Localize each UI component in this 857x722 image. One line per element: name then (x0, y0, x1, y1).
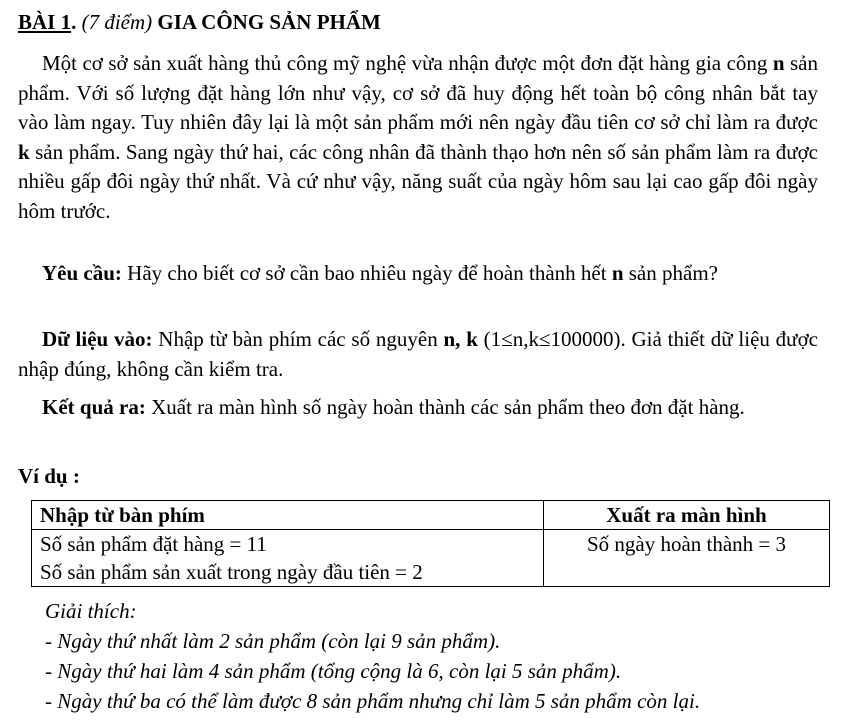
example-heading: Ví dụ : (18, 464, 80, 488)
intro-var-n: n (772, 51, 785, 75)
problem-points: (7 điểm) (81, 10, 153, 34)
example-table (31, 500, 830, 587)
example-output-line-1: Số ngày hoàn thành = 3 (586, 532, 787, 556)
header-output: Xuất ra màn hình (544, 501, 830, 530)
intro-var-k: k (18, 139, 30, 164)
explanation-heading: Giải thích: (45, 599, 137, 623)
header-input: Nhập từ bàn phím (32, 501, 544, 530)
example-output-cell (544, 530, 830, 587)
explanation-line-2: - Ngày thứ hai làm 4 sản phẩm (tổng cộng là 6, còn lại 5 sản phẩm). (45, 659, 622, 683)
output-text-1: Xuất ra màn hình số ngày hoàn thành các sản phẩm theo đơn đặt hàng. (145, 395, 745, 419)
output-paragraph (18, 393, 818, 423)
input-text-2: (1≤n,k≤100000). Giả thiết dữ liệu được nhập đúng, không cần kiểm tra. (18, 327, 818, 381)
problem-title (18, 7, 381, 37)
output-label: Kết quả ra: (42, 395, 146, 419)
problem-name: GIA CÔNG SẢN PHẨM (157, 10, 381, 34)
requirement-label: Yêu cầu: (42, 261, 122, 285)
intro-text-2: sản phẩm. Với số lượng đặt hàng lớn như vậy, cơ sở đã huy động hết toàn bộ công nhân bắt tay vào làm ngay. Tuy nhiên đây lại là một sản phẩm mới nên ngày đầu tiên cơ sở chỉ làm ra được (18, 51, 819, 135)
intro-text-1: Một cơ sở sản xuất hàng thủ công mỹ nghệ vừa nhận được một đơn đặt hàng gia công (42, 51, 773, 75)
problem-number: BÀI 1 (18, 10, 72, 34)
example-table-header-row (32, 501, 830, 530)
explanation-block (45, 596, 700, 716)
example-input-line-1: Số sản phẩm đặt hàng = 11 (40, 532, 267, 556)
explanation-line-3: - Ngày thứ ba có thể làm được 8 sản phẩm nhưng chỉ làm 5 sản phẩm còn lại. (45, 689, 701, 713)
example-input-line-2: Số sản phẩm sản xuất trong ngày đầu tiên = 2 (40, 560, 423, 584)
input-paragraph (18, 325, 818, 384)
requirement-text-2: sản phẩm? (623, 261, 718, 285)
intro-text-3: sản phẩm. Sang ngày thứ hai, các công nhân đã thành thạo hơn nên số sản phẩm làm ra được nhiều gấp đôi ngày thứ nhất. Và cứ như vậy, năng suất của ngày hôm sau lại cao gấp đôi ngày hôm trước. (18, 139, 818, 223)
example-table-row (32, 530, 830, 587)
requirement-var-n: n (611, 261, 624, 285)
intro-paragraph (18, 49, 818, 227)
input-text-1: Nhập từ bàn phím các số nguyên (152, 327, 444, 351)
input-vars: n, k (443, 327, 478, 351)
explanation-line-1: - Ngày thứ nhất làm 2 sản phẩm (còn lại 9 sản phẩm). (45, 629, 501, 653)
requirement-paragraph (18, 259, 818, 289)
input-label: Dữ liệu vào: (42, 327, 153, 351)
title-dot: . (71, 10, 77, 34)
requirement-text-1: Hãy cho biết cơ sở cần bao nhiêu ngày để hoàn thành hết (121, 261, 612, 285)
example-input-cell (32, 530, 544, 587)
